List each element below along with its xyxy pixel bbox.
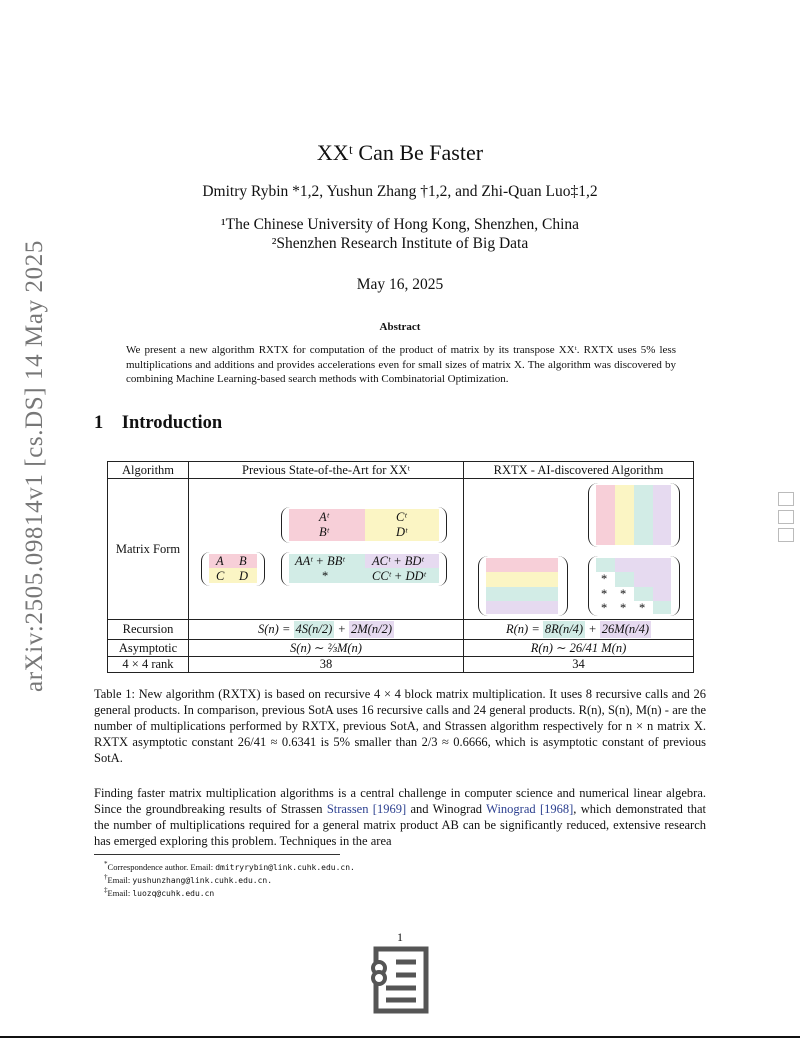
rank-prev: 38 <box>189 657 464 673</box>
authors: Dmitry Rybin *1,2, Yushun Zhang †1,2, and Zhi-Quan Luo‡1,2 <box>202 183 598 200</box>
affiliation-1: ¹The Chinese University of Hong Kong, Shenzhen, China <box>220 216 580 233</box>
abstract-text: We present a new algorithm RXTX for computation of the product of matrix by its transpose XXᵗ. RXTX uses 5% less multiplications and additions and provides accelerations even for small sizes of matrix X. The algorithm was discovered by combining Machine Learning-based search methods with Combinatorial Optimization. <box>126 344 676 385</box>
table-caption: Table 1: New algorithm (RXTX) is based on recursive 4 × 4 block matrix multiplication. It uses 8 recursive calls and 26 general products. In comparison, previous SotA uses 16 recursive calls and 24 general products. R(n), S(n), M(n) - are the number of multiplications performed by RXTX, previous SotA, and Strassen algorithm respectively for n × n matrix X. RXTX asymptotic constant 26/41 ≈ 0.6341 is 5% smaller than 2/3 ≈ 0.6666, which is asymptotic constant of previous SotA. <box>94 687 706 765</box>
rank-rxtx: 34 <box>464 657 694 673</box>
paper-title: XXᵗ Can Be Faster <box>316 140 484 165</box>
matrix-form-label: Matrix Form <box>108 479 189 620</box>
side-panel-button-2[interactable] <box>778 510 794 524</box>
footnote-1: *Correspondence author. Email: dmitryrybin@link.cuhk.edu.cn. <box>104 860 355 872</box>
page-number: 1 <box>397 930 403 944</box>
document-list-icon[interactable] <box>366 945 432 1015</box>
asymptotic-label: Asymptotic <box>108 640 189 657</box>
date: May 16, 2025 <box>356 276 444 293</box>
abstract-heading: Abstract <box>379 321 421 333</box>
comparison-table <box>107 461 694 673</box>
prev-matrix-form: Aᵗ Bᵗ Cᵗ Dᵗ A B C D AAᵗ + BBᵗ ACᵗ + BDᵗ * CCᵗ + DDᵗ <box>189 479 464 620</box>
table-header-prev: Previous State-of-the-Art for XXᵗ <box>189 462 464 479</box>
rxtx-matrix-form: * * * * * * <box>464 479 694 620</box>
rank-label: 4 × 4 rank <box>108 657 189 673</box>
asymptotic-prev: S(n) ∼ ⅔M(n) <box>189 640 464 657</box>
table-header-rxtx: RXTX - AI-discovered Algorithm <box>464 462 694 479</box>
affiliation-2: ²Shenzhen Research Institute of Big Data <box>271 235 529 252</box>
side-panel-button-1[interactable] <box>778 492 794 506</box>
footnote-2: †Email: yushunzhang@link.cuhk.edu.cn. <box>104 873 273 885</box>
side-panel-button-3[interactable] <box>778 528 794 542</box>
section-heading <box>94 413 222 434</box>
asymptotic-rxtx: R(n) ∼ 26/41 M(n) <box>464 640 694 657</box>
table-header-algorithm: Algorithm <box>108 462 189 479</box>
recursion-label: Recursion <box>108 620 189 640</box>
arxiv-stamp: arXiv:2505.09814v1 [cs.DS] 14 May 2025 <box>21 240 48 692</box>
footnote-rule <box>94 854 340 855</box>
section-title: Introduction <box>121 413 223 433</box>
citation-strassen[interactable]: Strassen [1969] <box>326 802 407 816</box>
footnote-3: ‡Email: luozq@cuhk.edu.cn <box>104 886 215 898</box>
section-number: 1 <box>94 413 104 433</box>
recursion-rxtx: R(n) = 8R(n/4) + 26M(n/4) <box>464 620 694 640</box>
citation-winograd[interactable]: Winograd [1968] <box>486 802 574 816</box>
recursion-prev: S(n) = 4S(n/2) + 2M(n/2) <box>189 620 464 640</box>
intro-paragraph: Finding faster matrix multiplication algorithms is a central challenge in computer science and numerical linear algebra. Since the groundbreaking results of Strassen Strassen [1969] and Winograd Winograd [1968], which demonstrated that the number of multiplications required for a general matrix product AB can be significantly reduced, extensive research has emerged exploring this problem. Techniques in the area <box>94 786 706 848</box>
